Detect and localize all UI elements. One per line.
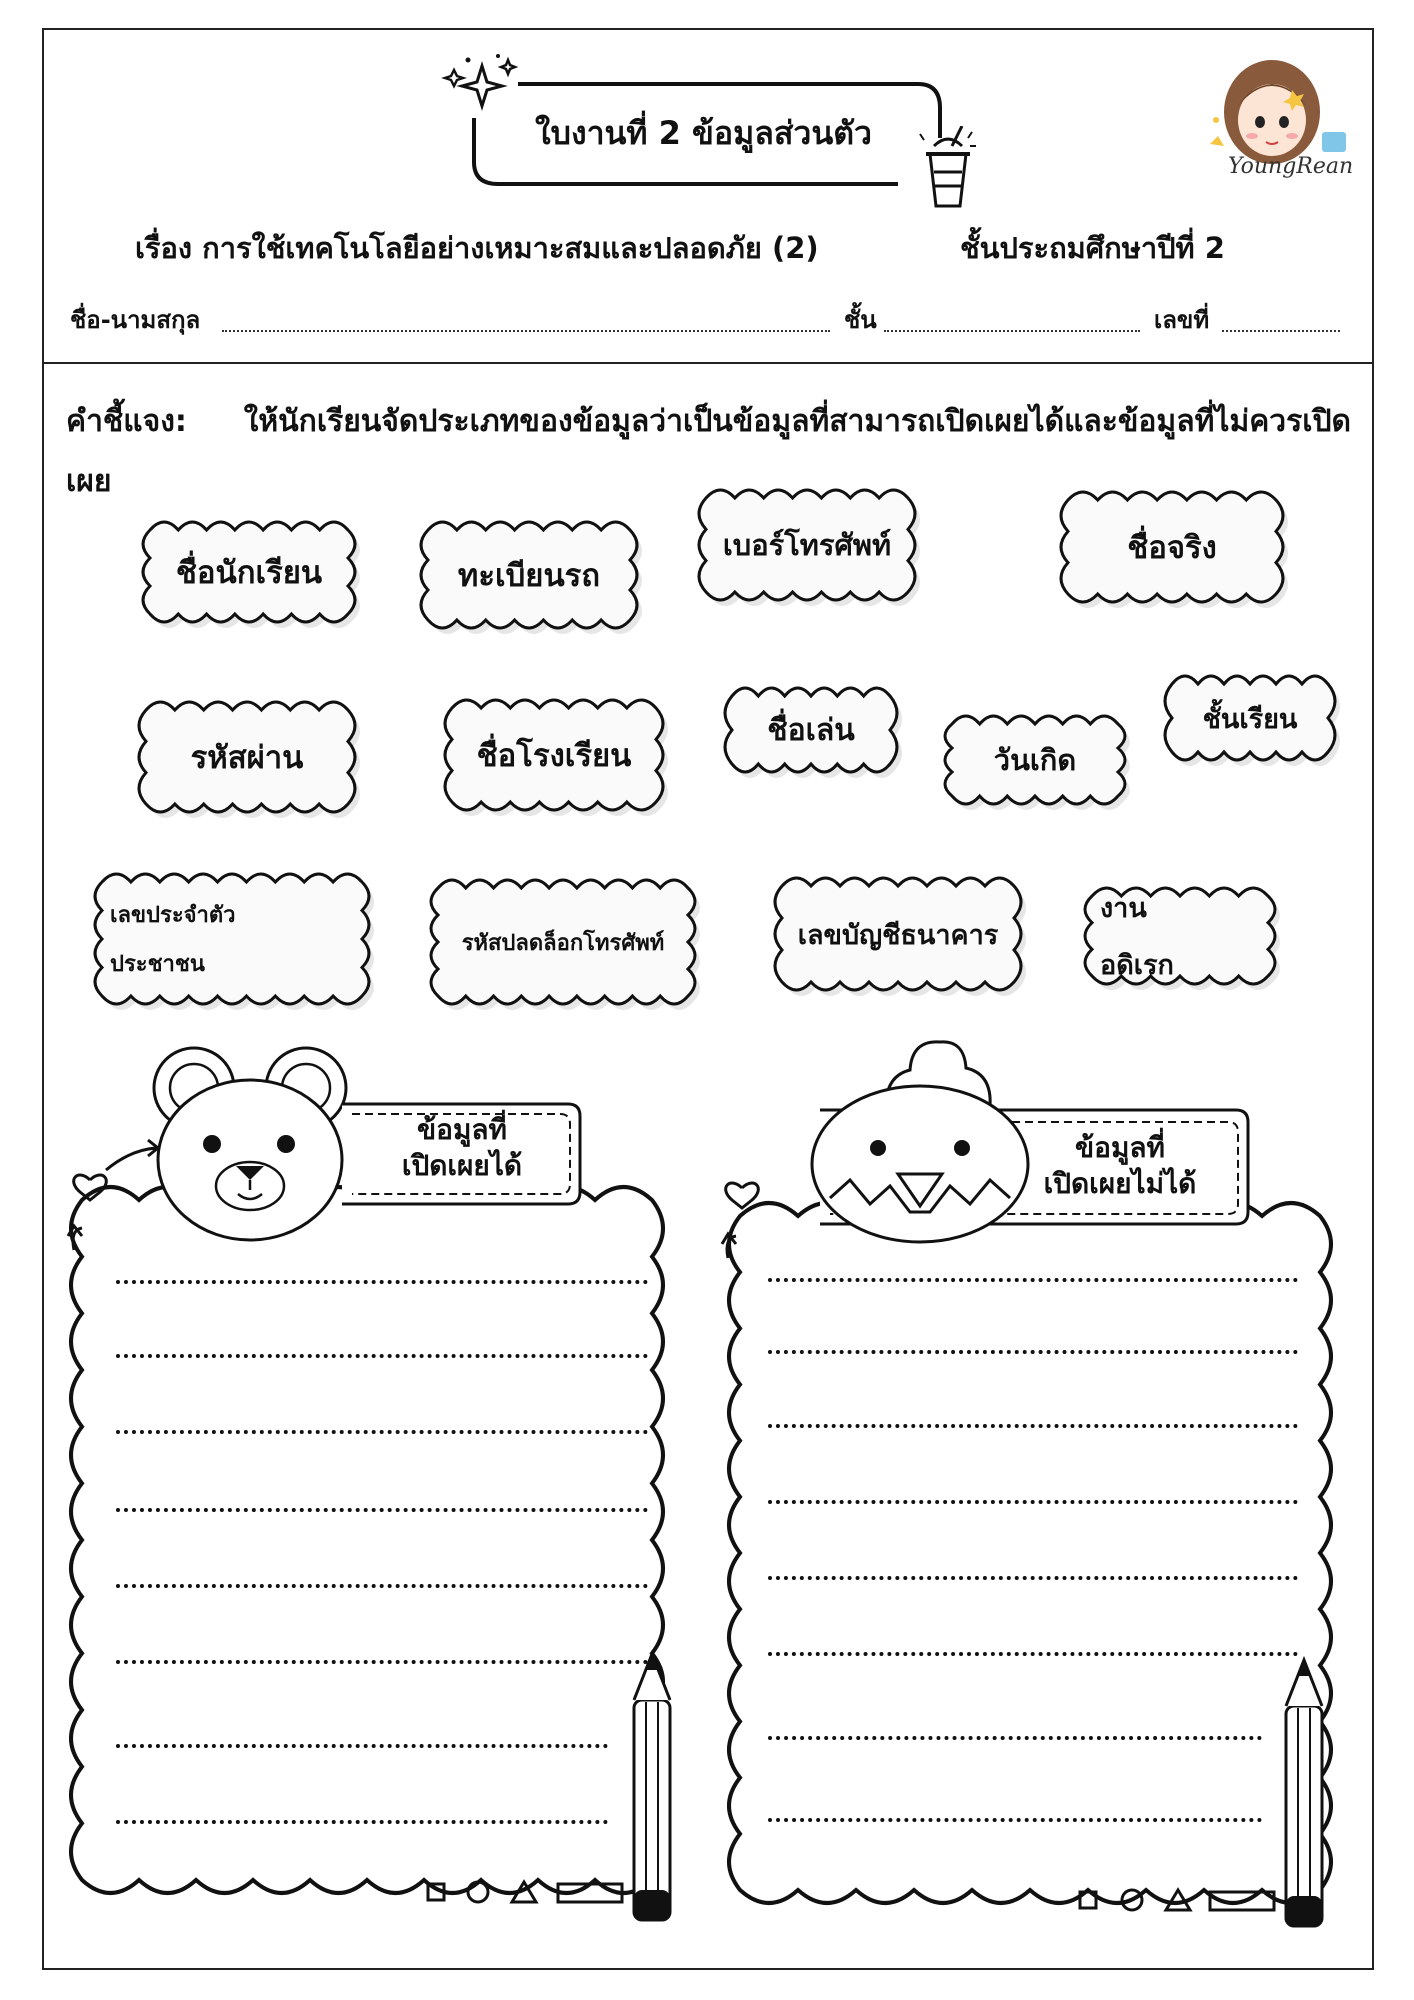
heart-icon-right — [726, 1183, 759, 1208]
name-field[interactable] — [222, 330, 830, 332]
answer-line-right[interactable] — [768, 1350, 1298, 1354]
info-card-label: ชั้นเรียน — [1202, 703, 1298, 735]
right-box-title-line1: ข้อมูลที่ — [1074, 1131, 1166, 1164]
info-card-label: ทะเบียนรถ — [457, 558, 601, 594]
info-card[interactable] — [692, 484, 922, 606]
instructions — [66, 398, 1351, 445]
info-card-label-line2: อดิเรก — [1100, 950, 1174, 981]
info-card-label: ชื่อโรงเรียน — [476, 738, 632, 774]
answer-line-right[interactable] — [768, 1278, 1298, 1282]
answer-line-right[interactable] — [768, 1500, 1298, 1504]
info-card-label: ชื่อจริง — [1127, 530, 1217, 566]
info-card[interactable] — [1158, 670, 1342, 766]
answer-line-left[interactable] — [116, 1280, 648, 1284]
info-card-label — [1078, 882, 1282, 990]
number-label: เลขที่ — [1154, 306, 1210, 334]
info-card[interactable] — [718, 682, 904, 778]
info-card-label: ชื่อเล่น — [767, 712, 855, 748]
answer-line-left[interactable] — [116, 1508, 648, 1512]
info-card[interactable] — [88, 868, 376, 1010]
info-card-label-line1: งาน — [1100, 893, 1147, 924]
answer-line-left[interactable] — [116, 1430, 648, 1434]
left-box-title-line1: ข้อมูลที่ — [416, 1113, 508, 1146]
info-card[interactable] — [768, 872, 1028, 996]
info-card-label-line1: เลขประจำตัว — [110, 903, 236, 928]
info-card[interactable] — [414, 516, 644, 634]
info-card-label — [88, 868, 376, 1010]
left-box-title-line2: เปิดเผยได้ — [401, 1149, 523, 1182]
pencil-icon — [634, 1654, 670, 1920]
left-box-title — [362, 1112, 562, 1184]
worksheet-title: ใบงานที่ 2 ข้อมูลส่วนตัว — [535, 114, 872, 152]
info-card[interactable] — [438, 694, 670, 816]
info-card[interactable] — [938, 710, 1132, 810]
info-card-label: ชื่อนักเรียน — [175, 555, 323, 591]
pencil-icon-right — [1286, 1660, 1322, 1926]
number-field[interactable] — [1222, 330, 1340, 332]
info-card[interactable] — [1078, 882, 1282, 990]
answer-line-left[interactable] — [116, 1820, 608, 1824]
info-card-label: เบอร์โทรศัพท์ — [722, 528, 892, 562]
instructions-label: คำชี้แจง: — [66, 404, 187, 439]
worksheet-grade: ชั้นประถมศึกษาปีที่ 2 — [960, 231, 1225, 265]
logo-text: YoungRean — [1228, 154, 1354, 179]
info-card-label-line2: ประชาชน — [110, 952, 205, 977]
info-card[interactable] — [424, 874, 702, 1010]
info-card-label: เลขบัญชีธนาคาร — [797, 919, 999, 951]
right-box-title-line2: เปิดเผยไม่ได้ — [1043, 1167, 1197, 1200]
info-card[interactable] — [132, 696, 362, 818]
answer-line-left[interactable] — [116, 1354, 648, 1358]
instructions-text-cont: เผย — [66, 464, 112, 499]
answer-line-left[interactable] — [116, 1584, 648, 1588]
answer-line-right[interactable] — [768, 1424, 1298, 1428]
info-card[interactable] — [136, 516, 362, 628]
answer-line-right[interactable] — [768, 1818, 1262, 1822]
class-field[interactable] — [884, 330, 1140, 332]
class-label: ชั้น — [844, 306, 877, 334]
drink-cup-icon — [918, 126, 978, 212]
answer-line-right[interactable] — [768, 1652, 1298, 1656]
right-box-title — [1010, 1130, 1230, 1202]
answer-line-left[interactable] — [116, 1660, 648, 1664]
answer-line-right[interactable] — [768, 1576, 1298, 1580]
name-label: ชื่อ-นามสกุล — [70, 306, 201, 334]
info-card-label: วันเกิด — [993, 743, 1077, 777]
answer-line-left[interactable] — [116, 1744, 608, 1748]
answer-line-right[interactable] — [768, 1736, 1262, 1740]
info-card[interactable] — [1054, 486, 1290, 608]
header-divider — [42, 362, 1374, 364]
worksheet-subject: เรื่อง การใช้เทคโนโลยีอย่างเหมาะสมและปลอดภัย (2) — [135, 231, 819, 265]
info-card-label: รหัสปลดล็อกโทรศัพท์ — [461, 930, 665, 956]
info-card-label: รหัสผ่าน — [190, 740, 304, 776]
instructions-text: ให้นักเรียนจัดประเภทของข้อมูลว่าเป็นข้อมูลที่สามารถเปิดเผยได้และข้อมูลที่ไม่ควรเปิด — [243, 404, 1352, 439]
